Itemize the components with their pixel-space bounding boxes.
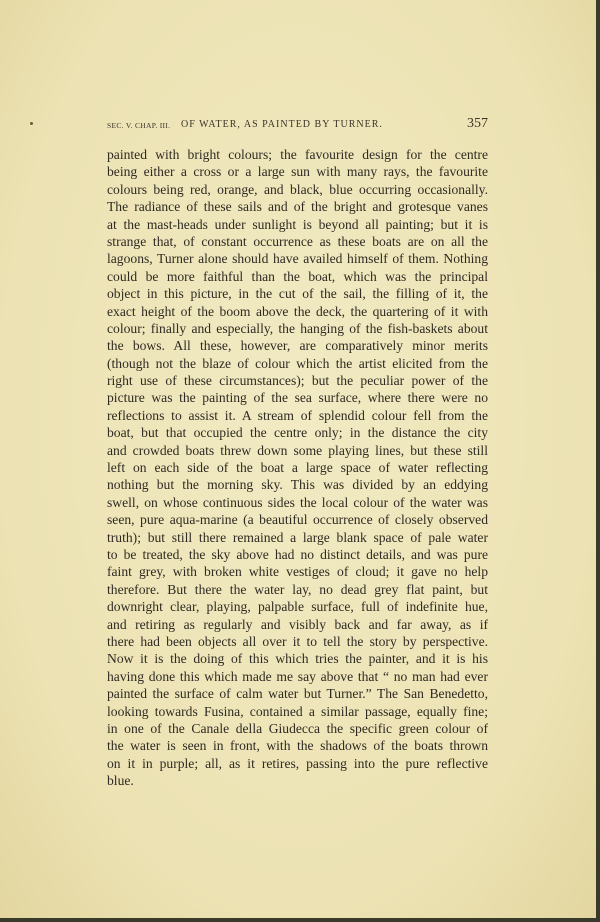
- text-line: boat, but that occupied the centre only; in the distance the city: [107, 425, 488, 441]
- text-line: could be more faithful than the boat, which was the principal: [107, 268, 488, 284]
- text-line: nothing but the morning sky. This was divided by an eddying: [107, 477, 488, 493]
- text-line: downright clear, playing, palpable surface, full of indefinite hue,: [107, 599, 488, 615]
- text-line: looking towards Fusina, contained a similar passage, equally fine;: [107, 703, 488, 719]
- text-line: (though not the blaze of colour which the artist elicited from the: [107, 355, 488, 371]
- text-line: Now it is the doing of this which tries the painter, and it is his: [107, 651, 488, 667]
- text-line: the water is seen in front, with the shadows of the boats thrown: [107, 738, 488, 754]
- text-line: painted with bright colours; the favourite design for the centre: [107, 147, 488, 162]
- text-line: painted the surface of calm water but Turner.” The San Benedetto,: [107, 686, 488, 702]
- chapter-title: OF WATER, AS PAINTED BY TURNER.: [181, 119, 383, 130]
- text-line: blue.: [107, 773, 134, 789]
- text-line: there had been objects all over it to tell the story by perspective.: [107, 633, 488, 649]
- text-line: exact height of the boom above the deck, the quartering of it with: [107, 303, 488, 319]
- body-text: [107, 146, 488, 789]
- text-line: picture was the painting of the sea surface, where there were no: [107, 390, 488, 406]
- text-line: object in this picture, in the cut of the sail, the filling of it, the: [107, 286, 488, 302]
- text-line: and retiring as regularly and visibly back and far away, as if: [107, 616, 488, 632]
- text-line: having done this which made me say above that “ no man had ever: [107, 668, 488, 684]
- text-line: being either a cross or a large sun with many rays, the favourite: [107, 164, 488, 180]
- text-line: The radiance of these sails and of the bright and grotesque vanes: [107, 199, 488, 215]
- text-line: to be treated, the sky above had no distinct details, and was pure: [107, 546, 488, 562]
- text-line: colour; finally and especially, the hanging of the fish-baskets about: [107, 320, 488, 336]
- text-line: the bows. All these, however, are comparatively minor merits: [107, 338, 488, 354]
- text-line: and crowded boats threw down some playing lines, but these still: [107, 442, 488, 458]
- page-number: 357: [467, 116, 488, 131]
- text-line: strange that, of constant occurrence as these boats are on all the: [107, 233, 488, 249]
- text-line: truth); but still there remained a large blank space of pale water: [107, 529, 488, 545]
- text-line: lagoons, Turner alone should have availed himself of them. Nothing: [107, 251, 488, 267]
- page-blemish: [30, 122, 33, 125]
- text-line: reflections to assist it. A stream of splendid colour fell from the: [107, 407, 488, 423]
- text-line: in one of the Canale della Giudecca the specific green colour of: [107, 720, 488, 736]
- text-line: at the mast-heads under sunlight is beyond all painting; but it is: [107, 216, 488, 232]
- text-line: faint grey, with broken white vestiges of cloud; it gave no help: [107, 564, 488, 580]
- text-line: therefore. But there the water lay, no dead grey flat paint, but: [107, 581, 488, 597]
- text-line: seen, pure aqua-marine (a beautiful occurrence of closely observed: [107, 512, 488, 528]
- running-header: [107, 116, 488, 134]
- text-line: on it in purple; all, as it retires, passing into the pure reflective: [107, 755, 488, 771]
- text-line: right use of these circumstances); but the peculiar power of the: [107, 373, 488, 389]
- text-line: left on each side of the boat a large space of water reflecting: [107, 460, 488, 476]
- text-line: swell, on whose continuous sides the local colour of the water was: [107, 494, 488, 510]
- text-line: colours being red, orange, and black, blue occurring occasionally.: [107, 181, 488, 197]
- section-label: SEC. V. CHAP. III.: [107, 121, 171, 130]
